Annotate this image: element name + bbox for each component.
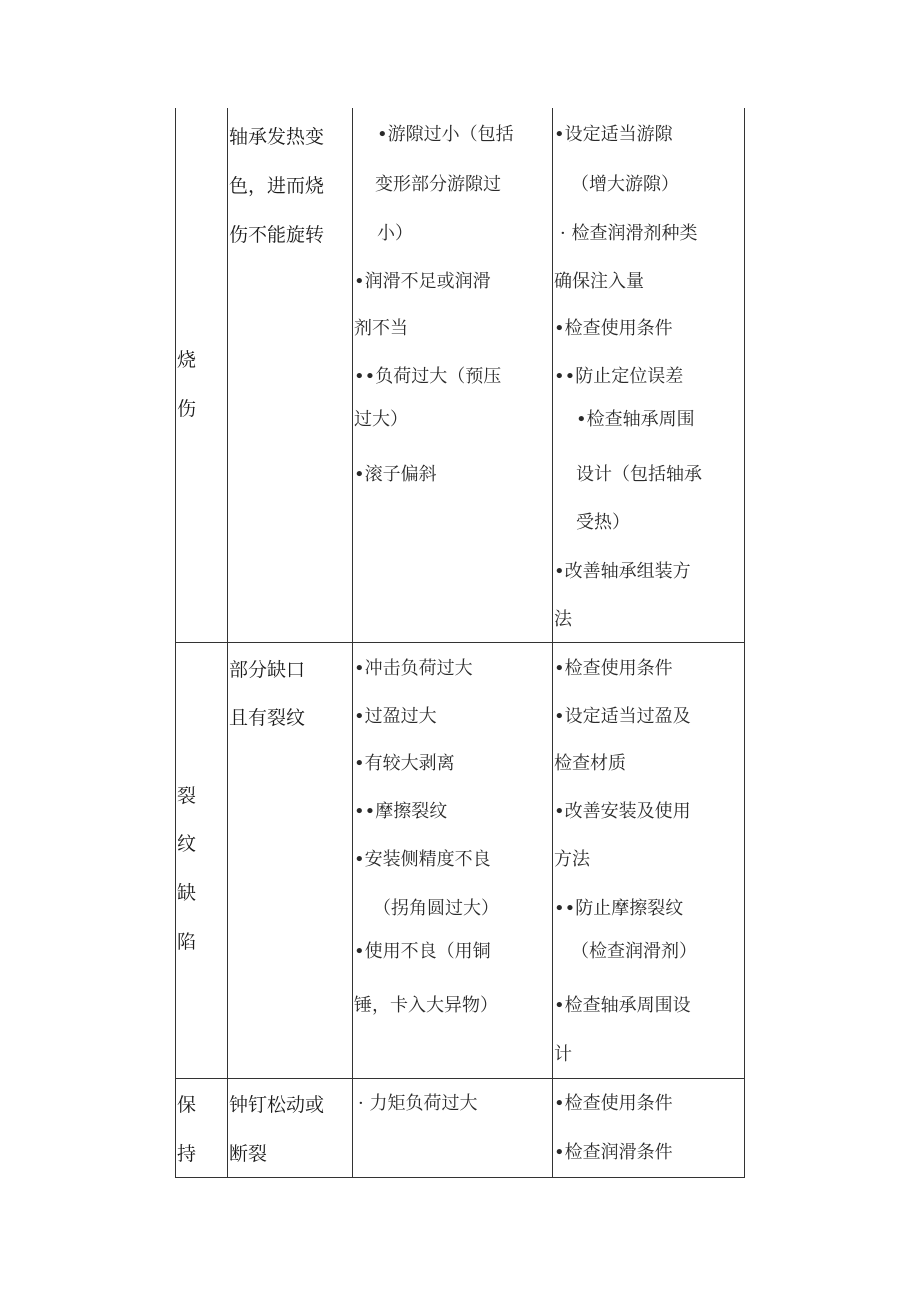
cause-text: 锤，卡入大异物） [354,995,498,1016]
cause-text: （拐角圆过大） [373,898,499,919]
symptom-text: 断裂 [229,1143,268,1165]
cause-text: •游隙过小（包括 [377,124,514,145]
measure-text: •改善轴承组装方 [554,561,691,582]
cause-text: •滚子偏斜 [354,464,437,485]
category-label: 纹 [177,833,197,855]
table-divider-1 [227,108,228,1178]
measure-text: •检查轴承周围设 [554,995,691,1016]
measure-text: •检查使用条件 [554,318,673,339]
measure-text: 法 [554,609,572,630]
cause-text: 过大） [354,409,408,430]
table-border-bottom [175,1177,745,1178]
measure-text: •检查轴承周围 [576,409,695,430]
category-label: 持 [177,1143,197,1165]
cause-text: •使用不良（用铜 [354,941,491,962]
category-label: 裂 [177,785,197,807]
measure-text: ••防止摩擦裂纹 [554,898,684,919]
cause-text: 剂不当 [354,318,408,339]
cause-text: 小） [377,223,413,244]
measure-text: •设定适当过盈及 [554,706,691,727]
cause-text: •安装侧精度不良 [354,849,491,870]
category-label: 陷 [177,931,197,953]
symptom-text: 轴承发热变 [229,126,325,148]
category-label: 保 [177,1094,197,1116]
symptom-text: 伤不能旋转 [229,224,325,246]
measure-text: 确保注入量 [554,271,644,292]
symptom-text: 部分缺口 [229,659,306,681]
cause-text: · 力矩负荷过大 [358,1093,478,1114]
measure-text: 计 [554,1044,572,1065]
measure-text: 设计（包括轴承 [576,464,702,485]
category-label: 伤 [177,398,197,420]
symptom-text: 钟钉松动或 [229,1094,325,1116]
table-divider-2 [352,108,353,1178]
cause-text: •润滑不足或润滑 [354,271,491,292]
measure-text: •检查使用条件 [554,658,673,679]
measure-text: 方法 [554,849,590,870]
cause-text: •过盈过大 [354,706,437,727]
measure-text: 受热） [576,512,630,533]
symptom-text: 且有裂纹 [229,707,306,729]
symptom-text: 色，进而烧 [229,175,325,197]
table-divider-3 [552,108,553,1178]
measure-text: （增大游隙） [571,174,679,195]
measure-text: ••防止定位误差 [554,366,684,387]
measure-text: 检查材质 [554,753,626,774]
row-separator-2 [175,1078,745,1079]
table-border-right [744,108,745,1178]
row-separator-1 [175,642,745,643]
cause-text: •冲击负荷过大 [354,658,473,679]
category-label: 缺 [177,882,197,904]
cause-text: •有较大剥离 [354,753,455,774]
category-label: 烧 [177,349,197,371]
cause-text: ••摩擦裂纹 [354,801,448,822]
measure-text: •改善安装及使用 [554,801,691,822]
cause-text: ••负荷过大（预压 [354,366,502,387]
cause-text: 变形部分游隙过 [375,174,501,195]
table-border-left [175,108,176,1178]
measure-text: •检查润滑条件 [554,1142,673,1163]
measure-text: •检查使用条件 [554,1093,673,1114]
measure-text: •设定适当游隙 [554,124,673,145]
measure-text: （检查润滑剂） [571,941,697,962]
measure-text: · 检查润滑剂种类 [560,223,698,244]
